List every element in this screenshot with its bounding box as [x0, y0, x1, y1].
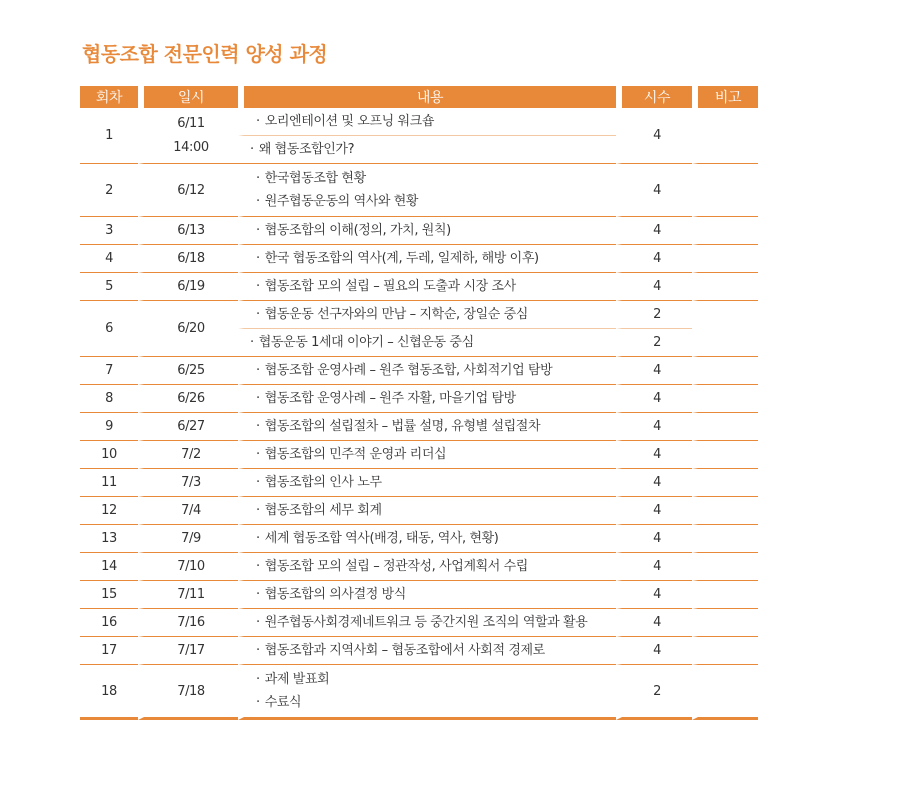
session-number: 2	[80, 164, 138, 217]
session-content	[238, 217, 616, 245]
header-date: 일시	[138, 86, 238, 108]
session-hours: 4	[616, 441, 692, 469]
table-row	[80, 469, 758, 497]
session-number: 11	[80, 469, 138, 497]
session-number: 14	[80, 553, 138, 581]
session-date: 7/16	[138, 609, 238, 637]
schedule-table	[80, 86, 758, 720]
table-row	[80, 441, 758, 469]
session-note	[692, 525, 758, 553]
table-row	[80, 637, 758, 665]
content-item: · 협동조합 운영사례 – 원주 자활, 마을기업 탐방	[256, 391, 516, 406]
session-note	[692, 273, 758, 301]
session-content	[238, 469, 616, 497]
content-item: · 협동조합 모의 설립 – 정관작성, 사업계획서 수립	[256, 559, 528, 574]
session-hours: 4	[616, 553, 692, 581]
session-date: 6/19	[138, 273, 238, 301]
content-item: · 협동조합 모의 설립 – 필요의 도출과 시장 조사	[256, 279, 516, 294]
session-date-day: 6/11	[177, 115, 205, 131]
session-content	[238, 525, 616, 553]
table-row	[80, 273, 758, 301]
session-date: 6/27	[138, 413, 238, 441]
session-note	[692, 581, 758, 609]
session-note	[692, 301, 758, 357]
session-content	[238, 553, 616, 581]
session-hours: 4	[616, 273, 692, 301]
content-item: · 수료식	[256, 691, 616, 714]
session-number: 9	[80, 413, 138, 441]
content-item: · 협동조합 운영사례 – 원주 협동조합, 사회적기업 탐방	[256, 363, 552, 378]
session-content	[238, 581, 616, 609]
session-note	[692, 217, 758, 245]
session-hours: 2	[616, 329, 692, 357]
session-note	[692, 413, 758, 441]
content-item: · 원주협동사회경제네트워크 등 중간지원 조직의 역할과 활용	[256, 615, 587, 630]
session-number: 17	[80, 637, 138, 665]
session-hours: 4	[616, 217, 692, 245]
session-hours: 4	[616, 469, 692, 497]
session-number: 4	[80, 245, 138, 273]
session-content	[238, 413, 616, 441]
session-date: 7/18	[138, 665, 238, 720]
session-hours: 4	[616, 525, 692, 553]
table-row	[80, 385, 758, 413]
session-hours: 2	[616, 665, 692, 720]
content-item: · 협동조합의 세무 회계	[256, 503, 382, 518]
session-hours: 4	[616, 413, 692, 441]
session-note	[692, 357, 758, 385]
session-hours: 4	[616, 637, 692, 665]
table-row	[80, 665, 758, 720]
session-date: 6/20	[138, 301, 238, 357]
session-content	[238, 329, 616, 357]
session-number: 12	[80, 497, 138, 525]
content-item: · 원주협동운동의 역사와 현황	[256, 190, 616, 213]
session-date: 7/9	[138, 525, 238, 553]
session-number: 6	[80, 301, 138, 357]
session-hours: 2	[616, 301, 692, 329]
session-note	[692, 609, 758, 637]
content-item: · 과제 발표회	[256, 668, 616, 691]
session-hours: 4	[616, 581, 692, 609]
session-note	[692, 385, 758, 413]
table-row	[80, 413, 758, 441]
session-hours: 4	[616, 164, 692, 217]
session-number: 3	[80, 217, 138, 245]
content-item: · 협동조합의 민주적 운영과 리더십	[256, 447, 446, 462]
session-content	[238, 609, 616, 637]
session-date: 6/26	[138, 385, 238, 413]
header-session: 회차	[80, 86, 138, 108]
session-note	[692, 469, 758, 497]
table-row	[80, 357, 758, 385]
session-hours: 4	[616, 108, 692, 164]
table-row	[80, 525, 758, 553]
content-item: · 세계 협동조합 역사(배경, 태동, 역사, 현황)	[256, 531, 498, 546]
content-item: · 협동조합과 지역사회 – 협동조합에서 사회적 경제로	[256, 643, 545, 658]
content-item: · 협동조합의 설립절차 – 법률 설명, 유형별 설립절차	[256, 419, 540, 434]
session-number: 10	[80, 441, 138, 469]
session-hours: 4	[616, 609, 692, 637]
session-date: 6/12	[138, 164, 238, 217]
content-item: · 왜 협동조합인가?	[250, 142, 354, 157]
content-item: · 한국 협동조합의 역사(계, 두레, 일제하, 해방 이후)	[256, 251, 539, 266]
table-row	[80, 553, 758, 581]
session-note	[692, 164, 758, 217]
table-row	[80, 217, 758, 245]
session-content	[238, 357, 616, 385]
content-item: · 오리엔테이션 및 오프닝 워크숍	[256, 114, 434, 129]
table-row	[80, 164, 758, 217]
session-number: 16	[80, 609, 138, 637]
session-date: 7/10	[138, 553, 238, 581]
header-content: 내용	[238, 86, 616, 108]
session-number: 13	[80, 525, 138, 553]
session-date	[138, 108, 238, 164]
session-content	[238, 108, 616, 136]
session-number: 1	[80, 108, 138, 164]
session-note	[692, 245, 758, 273]
header-note: 비고	[692, 86, 758, 108]
session-date-time: 14:00	[173, 139, 209, 155]
session-number: 8	[80, 385, 138, 413]
session-note	[692, 637, 758, 665]
table-header-row	[80, 86, 758, 108]
session-number: 18	[80, 665, 138, 720]
session-content	[238, 301, 616, 329]
table-row	[80, 301, 758, 329]
session-date: 7/11	[138, 581, 238, 609]
session-hours: 4	[616, 497, 692, 525]
session-hours: 4	[616, 245, 692, 273]
table-row	[80, 245, 758, 273]
table-row	[80, 108, 758, 136]
session-content	[238, 665, 616, 720]
session-date: 6/13	[138, 217, 238, 245]
table-row	[80, 581, 758, 609]
session-content	[238, 385, 616, 413]
page-title: 협동조합 전문인력 양성 과정	[82, 42, 328, 66]
session-hours: 4	[616, 385, 692, 413]
session-date: 6/25	[138, 357, 238, 385]
content-item: · 협동조합의 의사결정 방식	[256, 587, 406, 602]
content-item: · 협동조합의 인사 노무	[256, 475, 382, 490]
session-date: 7/4	[138, 497, 238, 525]
session-content	[238, 497, 616, 525]
session-content	[238, 273, 616, 301]
session-number: 7	[80, 357, 138, 385]
session-content	[238, 245, 616, 273]
session-note	[692, 441, 758, 469]
session-date: 6/18	[138, 245, 238, 273]
session-content	[238, 164, 616, 217]
session-note	[692, 497, 758, 525]
session-date: 7/17	[138, 637, 238, 665]
table-row	[80, 497, 758, 525]
content-item: · 협동운동 1세대 이야기 – 신협운동 중심	[250, 335, 474, 350]
session-content	[238, 637, 616, 665]
content-item: · 협동조합의 이해(정의, 가치, 원칙)	[256, 223, 451, 238]
session-number: 5	[80, 273, 138, 301]
content-item: · 한국협동조합 현황	[256, 167, 616, 190]
session-note	[692, 553, 758, 581]
table-row	[80, 609, 758, 637]
header-hours: 시수	[616, 86, 692, 108]
session-note	[692, 108, 758, 164]
content-item: · 협동운동 선구자와의 만남 – 지학순, 장일순 중심	[256, 307, 528, 322]
session-content	[238, 136, 616, 164]
session-hours: 4	[616, 357, 692, 385]
session-content	[238, 441, 616, 469]
session-date: 7/2	[138, 441, 238, 469]
session-date: 7/3	[138, 469, 238, 497]
session-note	[692, 665, 758, 720]
session-number: 15	[80, 581, 138, 609]
